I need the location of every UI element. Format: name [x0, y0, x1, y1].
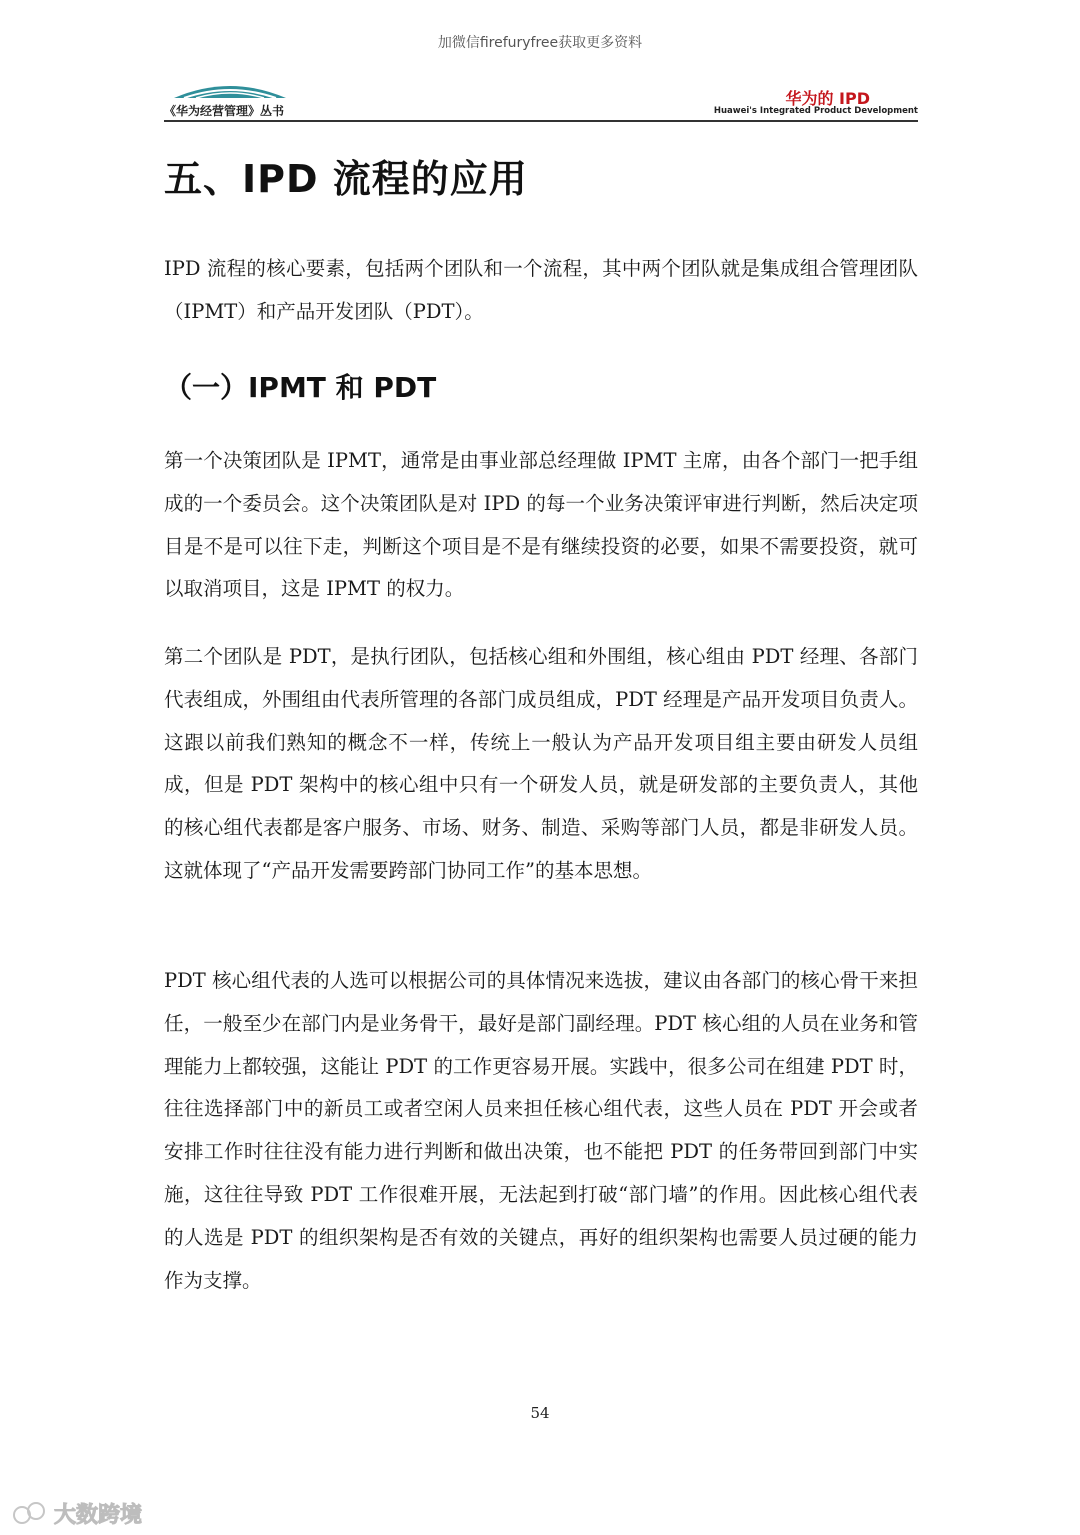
- top-watermark: 加微信firefuryfree获取更多资料: [437, 35, 643, 51]
- header-divider: [164, 120, 918, 122]
- bottom-watermark: [12, 1498, 142, 1528]
- chapter-title: 五、IPD 流程的应用: [164, 157, 528, 201]
- page-number: 54: [530, 1404, 550, 1422]
- series-logo-icon: [170, 78, 290, 100]
- body-paragraph: PDT 核心组代表的人选可以根据公司的具体情况来选拔，建议由各部门的核心骨干来担任，一般至少在部门内是业务骨干，最好是部门副经理。PDT 核心组的人员在业务和管理能力上都较强，这能让 PDT 的工作更容易开展。实践中，很多公司在组建 PDT 时，往往选择部门中的新员工或者空闲人员来担任核心组代表，这些人员在 PDT 开会或者安排工作时往往没有能力进行判断和做出决策，也不能把 PDT 的任务带回到部门中实施，这往往导致 PDT 工作很难开展，无法起到打破“部门墙”的作用。因此核心组代表的人选是 PDT 的组织架构是否有效的关键点，再好的组织架构也需要人员过硬的能力作为支撑。: [164, 969, 918, 1292]
- body-paragraph: 第二个团队是 PDT，是执行团队，包括核心组和外围组，核心组由 PDT 经理、各部门代表组成，外围组由代表所管理的各部门成员组成，PDT 经理是产品开发项目负责人。这跟以前我们熟知的概念不一样，传统上一般认为产品开发项目组主要由研发人员组成，但是 PDT 架构中的核心组中只有一个研发人员，就是研发部的主要负责人，其他的核心组代表都是客户服务、市场、财务、制造、采购等部门人员，都是非研发人员。这就体现了“产品开发需要跨部门协同工作”的基本思想。: [164, 645, 918, 882]
- watermark-text: 大数跨境: [54, 1502, 143, 1528]
- brand-title: 华为的 IPD: [785, 89, 870, 108]
- intro-paragraph: IPD 流程的核心要素，包括两个团队和一个流程，其中两个团队就是集成组合管理团队（IPMT）和产品开发团队（PDT）。: [164, 257, 918, 323]
- body-paragraph: 第一个决策团队是 IPMT，通常是由事业部总经理做 IPMT 主席，由各个部门一把手组成的一个委员会。这个决策团队是对 IPD 的每一个业务决策评审进行判断，然后决定项目是不是可以往下走，判断这个项目是不是有继续投资的必要，如果不需要投资，就可以取消项目，这是 IPMT 的权力。: [164, 449, 918, 601]
- page-header: [164, 78, 918, 122]
- brand-subtitle: Huawei's Integrated Product Development: [713, 106, 918, 116]
- watermark-logo-icon: [12, 1499, 48, 1527]
- series-label: 《华为经营管理》丛书: [164, 104, 285, 118]
- section-title: （一）IPMT 和 PDT: [164, 371, 437, 404]
